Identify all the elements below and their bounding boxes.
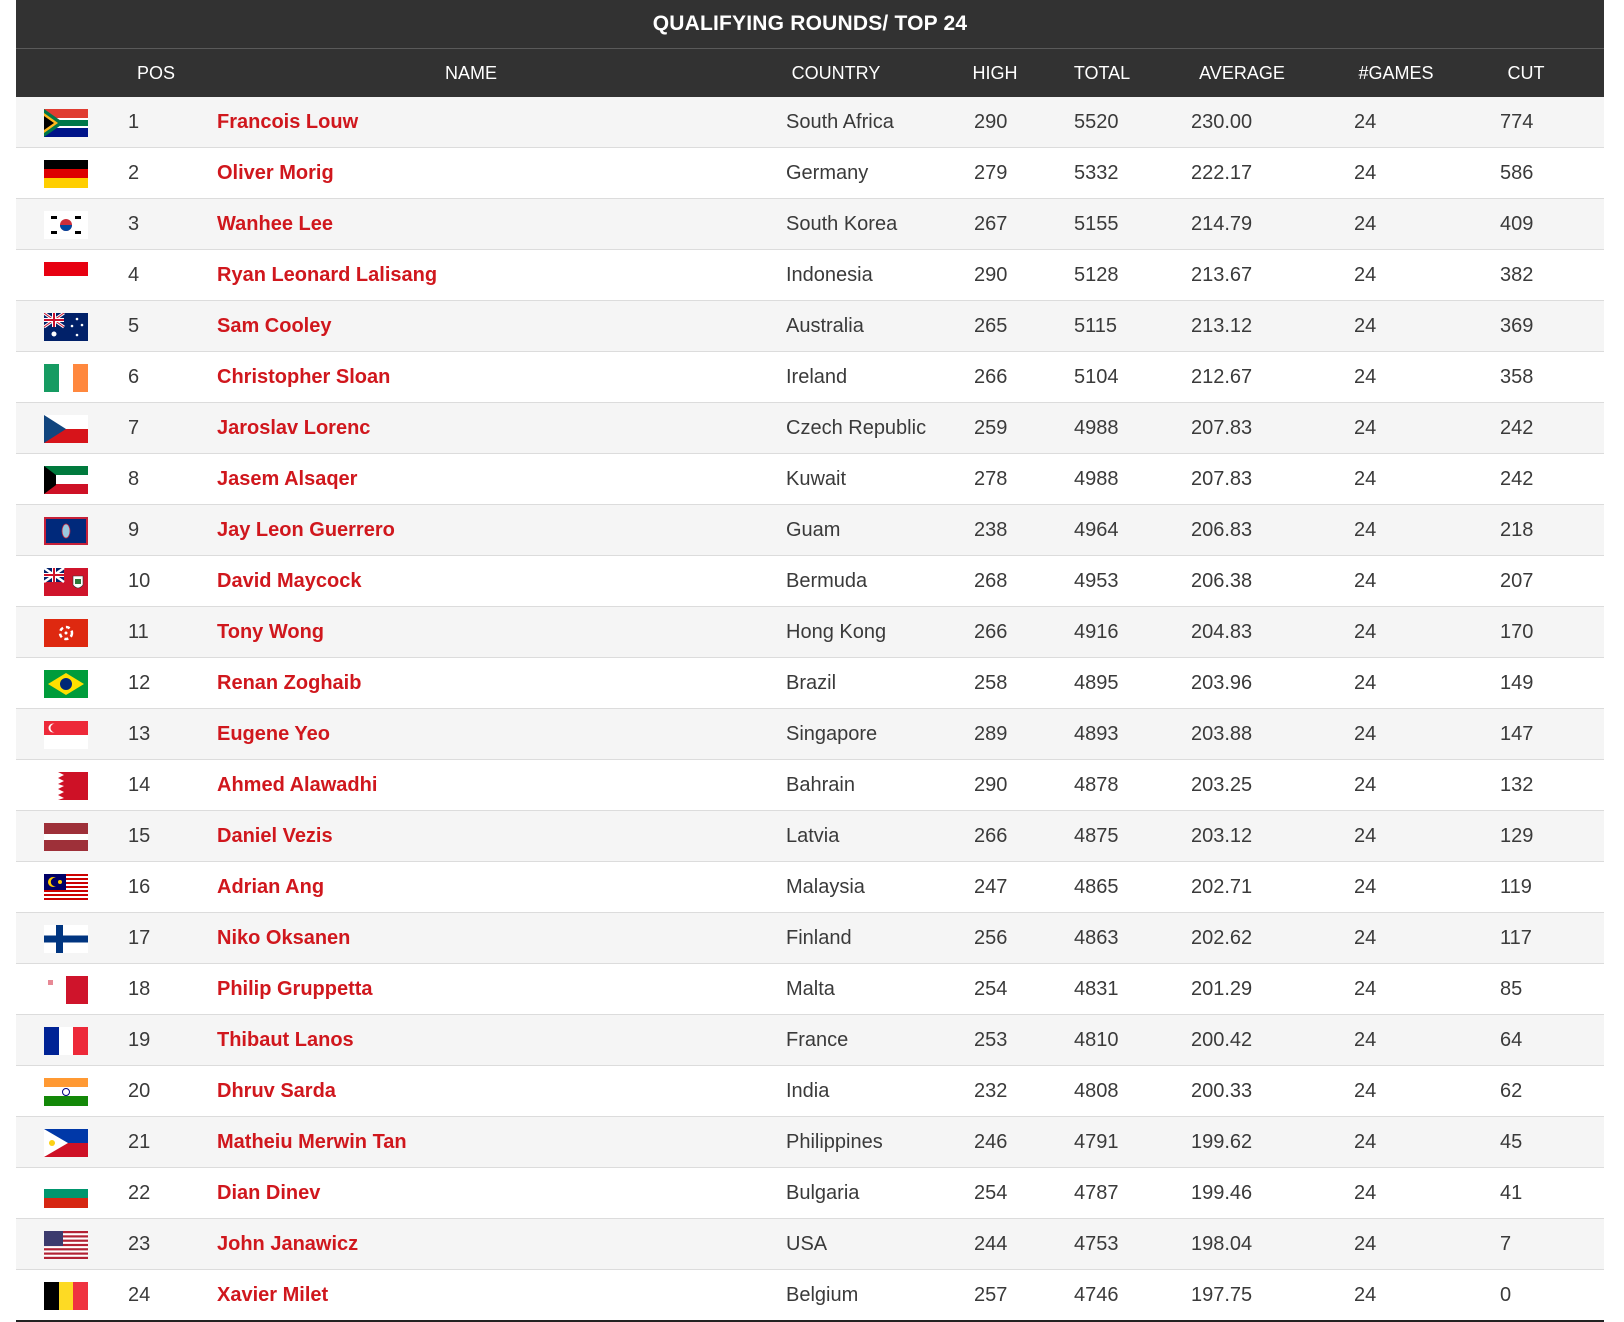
position-cell: 16 <box>128 876 151 898</box>
position-cell: 22 <box>128 1182 151 1204</box>
total-cell: 4746 <box>1074 1284 1119 1306</box>
cut-cell: 586 <box>1500 162 1534 184</box>
country-cell: Singapore <box>786 723 878 745</box>
table-row <box>16 505 1604 556</box>
country-cell: Latvia <box>786 825 840 847</box>
table-row <box>16 1066 1604 1117</box>
header-average: AVERAGE <box>1199 63 1285 83</box>
total-cell: 5520 <box>1074 111 1119 133</box>
cut-cell: 242 <box>1500 417 1534 439</box>
country-cell: Kuwait <box>786 468 847 490</box>
table-row <box>16 862 1604 913</box>
high-score-cell: 279 <box>974 162 1008 184</box>
average-cell: 200.33 <box>1191 1080 1253 1102</box>
position-cell: 10 <box>128 570 151 592</box>
position-cell: 19 <box>128 1029 151 1051</box>
cut-cell: 147 <box>1500 723 1534 745</box>
table-body <box>16 97 1604 1322</box>
table-row <box>16 913 1604 964</box>
average-cell: 206.83 <box>1191 519 1253 541</box>
total-cell: 4895 <box>1074 672 1119 694</box>
games-cell: 24 <box>1354 213 1377 235</box>
games-cell: 24 <box>1354 1284 1377 1306</box>
total-cell: 5155 <box>1074 213 1119 235</box>
cut-cell: 170 <box>1500 621 1534 643</box>
player-name-link[interactable]: Thibaut Lanos <box>217 1029 354 1051</box>
games-cell: 24 <box>1354 1182 1377 1204</box>
player-name-link[interactable]: John Janawicz <box>217 1233 359 1255</box>
high-score-cell: 265 <box>974 315 1008 337</box>
position-cell: 24 <box>128 1284 151 1306</box>
table-row <box>16 1015 1604 1066</box>
table-row <box>16 607 1604 658</box>
total-cell: 4753 <box>1074 1233 1119 1255</box>
high-score-cell: 266 <box>974 366 1008 388</box>
high-score-cell: 232 <box>974 1080 1008 1102</box>
table-row <box>16 658 1604 709</box>
position-cell: 9 <box>128 519 140 541</box>
position-cell: 4 <box>128 264 140 286</box>
average-cell: 204.83 <box>1191 621 1253 643</box>
average-cell: 212.67 <box>1191 366 1253 388</box>
table-row <box>16 1168 1604 1219</box>
player-name-link[interactable]: Matheiu Merwin Tan <box>217 1131 407 1153</box>
position-cell: 8 <box>128 468 140 490</box>
philippines-flag-icon <box>44 1129 88 1157</box>
country-cell: Bahrain <box>786 774 855 796</box>
total-cell: 4787 <box>1074 1182 1119 1204</box>
high-score-cell: 259 <box>974 417 1008 439</box>
games-cell: 24 <box>1354 774 1377 796</box>
table-row <box>16 97 1604 148</box>
country-cell: Bermuda <box>786 570 868 592</box>
average-cell: 203.25 <box>1191 774 1253 796</box>
position-cell: 3 <box>128 213 140 235</box>
country-cell: Malaysia <box>786 876 865 898</box>
position-cell: 13 <box>128 723 151 745</box>
games-cell: 24 <box>1354 162 1377 184</box>
header-cut: CUT <box>1507 63 1545 83</box>
table-header-row <box>16 49 1604 97</box>
australia-flag-icon <box>44 313 88 341</box>
position-cell: 18 <box>128 978 151 1000</box>
cut-cell: 218 <box>1500 519 1534 541</box>
games-cell: 24 <box>1354 468 1377 490</box>
games-cell: 24 <box>1354 1029 1377 1051</box>
malaysia-flag-icon <box>44 874 88 902</box>
total-cell: 4865 <box>1074 876 1119 898</box>
position-cell: 6 <box>128 366 140 388</box>
country-cell: Bulgaria <box>786 1182 860 1204</box>
table-row <box>16 352 1604 403</box>
country-cell: Brazil <box>786 672 837 694</box>
belgium-flag-icon <box>44 1282 88 1310</box>
country-cell: Belgium <box>786 1284 859 1306</box>
table-row <box>16 1270 1604 1322</box>
average-cell: 213.12 <box>1191 315 1253 337</box>
header-country: COUNTRY <box>791 63 881 83</box>
position-cell: 21 <box>128 1131 151 1153</box>
games-cell: 24 <box>1354 519 1377 541</box>
player-name-link[interactable]: Francois Louw <box>217 111 359 133</box>
cut-cell: 64 <box>1500 1029 1523 1051</box>
cut-cell: 0 <box>1500 1284 1512 1306</box>
games-cell: 24 <box>1354 978 1377 1000</box>
player-name-link[interactable]: Jay Leon Guerrero <box>217 519 395 541</box>
table-row <box>16 1117 1604 1168</box>
finland-flag-icon <box>44 925 88 953</box>
indonesia-flag-icon <box>44 262 88 290</box>
country-cell: Ireland <box>786 366 848 388</box>
high-score-cell: 266 <box>974 825 1008 847</box>
germany-flag-icon <box>44 160 88 188</box>
position-cell: 1 <box>128 111 140 133</box>
high-score-cell: 278 <box>974 468 1008 490</box>
latvia-flag-icon <box>44 823 88 851</box>
high-score-cell: 257 <box>974 1284 1008 1306</box>
cut-cell: 62 <box>1500 1080 1523 1102</box>
position-cell: 14 <box>128 774 151 796</box>
player-name-link[interactable]: Sam Cooley <box>217 315 332 337</box>
total-cell: 5128 <box>1074 264 1119 286</box>
table-row <box>16 454 1604 505</box>
total-cell: 4808 <box>1074 1080 1119 1102</box>
average-cell: 197.75 <box>1191 1284 1253 1306</box>
player-name-link[interactable]: Jaroslav Lorenc <box>217 417 371 439</box>
player-name-link[interactable]: Dhruv Sarda <box>217 1080 336 1102</box>
country-cell: Finland <box>786 927 852 949</box>
position-cell: 15 <box>128 825 151 847</box>
total-cell: 4988 <box>1074 468 1119 490</box>
cut-cell: 45 <box>1500 1131 1523 1153</box>
player-name-link[interactable]: Niko Oksanen <box>217 927 351 949</box>
player-name-link[interactable]: David Maycock <box>217 570 362 592</box>
total-cell: 4831 <box>1074 978 1119 1000</box>
ireland-flag-icon <box>44 364 88 392</box>
position-cell: 2 <box>128 162 140 184</box>
player-name-link[interactable]: Philip Gruppetta <box>217 978 373 1000</box>
header-pos: POS <box>136 63 175 83</box>
total-cell: 5104 <box>1074 366 1119 388</box>
average-cell: 207.83 <box>1191 468 1253 490</box>
country-cell: Guam <box>786 519 841 541</box>
player-name-link[interactable]: Jasem Alsaqer <box>217 468 358 490</box>
high-score-cell: 290 <box>974 111 1008 133</box>
position-cell: 11 <box>128 621 149 643</box>
player-name-link[interactable]: Tony Wong <box>217 621 325 643</box>
header-high: HIGH <box>972 63 1018 83</box>
position-cell: 12 <box>128 672 151 694</box>
country-cell: Indonesia <box>786 264 873 286</box>
player-name-link[interactable]: Eugene Yeo <box>217 723 331 745</box>
cut-cell: 149 <box>1500 672 1534 694</box>
average-cell: 203.88 <box>1191 723 1253 745</box>
high-score-cell: 254 <box>974 978 1008 1000</box>
average-cell: 203.12 <box>1191 825 1253 847</box>
average-cell: 199.62 <box>1191 1131 1253 1153</box>
games-cell: 24 <box>1354 876 1377 898</box>
table-row <box>16 709 1604 760</box>
bermuda-flag-icon <box>44 568 88 596</box>
country-cell: Germany <box>786 162 869 184</box>
cut-cell: 358 <box>1500 366 1534 388</box>
cut-cell: 242 <box>1500 468 1534 490</box>
country-cell: USA <box>786 1233 828 1255</box>
average-cell: 213.67 <box>1191 264 1253 286</box>
games-cell: 24 <box>1354 927 1377 949</box>
position-cell: 23 <box>128 1233 151 1255</box>
total-cell: 4810 <box>1074 1029 1119 1051</box>
cut-cell: 409 <box>1500 213 1534 235</box>
table-row <box>16 301 1604 352</box>
player-name-link[interactable]: Ahmed Alawadhi <box>217 774 378 796</box>
bahrain-flag-icon <box>44 772 88 800</box>
average-cell: 199.46 <box>1191 1182 1253 1204</box>
player-name-link[interactable]: Xavier Milet <box>217 1284 329 1306</box>
country-cell: South Korea <box>786 213 898 235</box>
france-flag-icon <box>44 1027 88 1055</box>
total-cell: 5332 <box>1074 162 1119 184</box>
high-score-cell: 256 <box>974 927 1008 949</box>
high-score-cell: 247 <box>974 876 1008 898</box>
average-cell: 202.71 <box>1191 876 1253 898</box>
country-cell: India <box>786 1080 830 1102</box>
player-name-link[interactable]: Wanhee Lee <box>217 213 333 235</box>
high-score-cell: 289 <box>974 723 1008 745</box>
position-cell: 7 <box>128 417 140 439</box>
average-cell: 198.04 <box>1191 1233 1253 1255</box>
total-cell: 4988 <box>1074 417 1119 439</box>
cut-cell: 382 <box>1500 264 1534 286</box>
cut-cell: 369 <box>1500 315 1534 337</box>
country-cell: Czech Republic <box>786 417 927 439</box>
table-row <box>16 199 1604 250</box>
cut-cell: 41 <box>1500 1182 1523 1204</box>
high-score-cell: 258 <box>974 672 1008 694</box>
high-score-cell: 244 <box>974 1233 1008 1255</box>
table-row <box>16 760 1604 811</box>
qualifying-table <box>16 0 1604 1322</box>
czech-republic-flag-icon <box>44 415 88 443</box>
games-cell: 24 <box>1354 1131 1377 1153</box>
total-cell: 4875 <box>1074 825 1119 847</box>
total-cell: 4863 <box>1074 927 1119 949</box>
total-cell: 4964 <box>1074 519 1119 541</box>
player-name-link[interactable]: Ryan Leonard Lalisang <box>217 264 438 286</box>
total-cell: 4916 <box>1074 621 1119 643</box>
position-cell: 5 <box>128 315 140 337</box>
high-score-cell: 253 <box>974 1029 1008 1051</box>
south-korea-flag-icon <box>44 211 88 239</box>
total-cell: 5115 <box>1074 315 1118 337</box>
country-cell: Malta <box>786 978 835 1000</box>
header-total: TOTAL <box>1073 63 1131 83</box>
south-africa-flag-icon <box>44 109 88 137</box>
cut-cell: 207 <box>1500 570 1534 592</box>
player-name-link[interactable]: Christopher Sloan <box>217 366 391 388</box>
high-score-cell: 254 <box>974 1182 1008 1204</box>
cut-cell: 132 <box>1500 774 1534 796</box>
games-cell: 24 <box>1354 366 1377 388</box>
cut-cell: 117 <box>1500 927 1532 949</box>
table-row <box>16 148 1604 199</box>
table-row <box>16 1219 1604 1270</box>
average-cell: 203.96 <box>1191 672 1253 694</box>
average-cell: 207.83 <box>1191 417 1253 439</box>
games-cell: 24 <box>1354 1233 1377 1255</box>
average-cell: 200.42 <box>1191 1029 1253 1051</box>
usa-flag-icon <box>44 1231 88 1259</box>
table-row <box>16 811 1604 862</box>
brazil-flag-icon <box>44 670 88 698</box>
high-score-cell: 290 <box>974 264 1008 286</box>
guam-flag-icon <box>44 517 88 545</box>
average-cell: 201.29 <box>1191 978 1253 1000</box>
games-cell: 24 <box>1354 621 1377 643</box>
total-cell: 4953 <box>1074 570 1119 592</box>
average-cell: 206.38 <box>1191 570 1253 592</box>
average-cell: 214.79 <box>1191 213 1253 235</box>
table-title: QUALIFYING ROUNDS/ TOP 24 <box>16 0 1604 49</box>
average-cell: 202.62 <box>1191 927 1253 949</box>
high-score-cell: 266 <box>974 621 1008 643</box>
player-name-link[interactable]: Oliver Morig <box>217 162 334 184</box>
games-cell: 24 <box>1354 111 1377 133</box>
high-score-cell: 268 <box>974 570 1008 592</box>
singapore-flag-icon <box>44 721 88 749</box>
total-cell: 4878 <box>1074 774 1119 796</box>
country-cell: France <box>786 1029 849 1051</box>
table-row <box>16 964 1604 1015</box>
high-score-cell: 290 <box>974 774 1008 796</box>
cut-cell: 85 <box>1500 978 1523 1000</box>
high-score-cell: 238 <box>974 519 1008 541</box>
table-row <box>16 250 1604 301</box>
hong-kong-flag-icon <box>44 619 88 647</box>
games-cell: 24 <box>1354 825 1377 847</box>
player-name-link[interactable]: Renan Zoghaib <box>217 672 362 694</box>
country-cell: Hong Kong <box>786 621 887 643</box>
cut-cell: 7 <box>1500 1233 1512 1255</box>
cut-cell: 774 <box>1500 111 1534 133</box>
games-cell: 24 <box>1354 315 1377 337</box>
player-name-link[interactable]: Dian Dinev <box>217 1182 321 1204</box>
games-cell: 24 <box>1354 723 1377 745</box>
high-score-cell: 267 <box>974 213 1008 235</box>
header-name: NAME <box>444 63 497 83</box>
average-cell: 222.17 <box>1191 162 1253 184</box>
table-row <box>16 403 1604 454</box>
malta-flag-icon <box>44 976 88 1004</box>
games-cell: 24 <box>1354 417 1377 439</box>
total-cell: 4893 <box>1074 723 1119 745</box>
position-cell: 17 <box>128 927 151 949</box>
cut-cell: 129 <box>1500 825 1534 847</box>
cut-cell: 119 <box>1500 876 1532 898</box>
player-name-link[interactable]: Daniel Vezis <box>217 825 333 847</box>
header-games: #GAMES <box>1358 63 1434 83</box>
country-cell: South Africa <box>786 111 894 133</box>
games-cell: 24 <box>1354 1080 1377 1102</box>
high-score-cell: 246 <box>974 1131 1008 1153</box>
player-name-link[interactable]: Adrian Ang <box>217 876 325 898</box>
table-row <box>16 556 1604 607</box>
games-cell: 24 <box>1354 672 1377 694</box>
position-cell: 20 <box>128 1080 151 1102</box>
bulgaria-flag-icon <box>44 1180 88 1208</box>
india-flag-icon <box>44 1078 88 1106</box>
country-cell: Australia <box>786 315 864 337</box>
games-cell: 24 <box>1354 264 1377 286</box>
kuwait-flag-icon <box>44 466 88 494</box>
games-cell: 24 <box>1354 570 1377 592</box>
country-cell: Philippines <box>786 1131 883 1153</box>
total-cell: 4791 <box>1074 1131 1119 1153</box>
average-cell: 230.00 <box>1191 111 1253 133</box>
